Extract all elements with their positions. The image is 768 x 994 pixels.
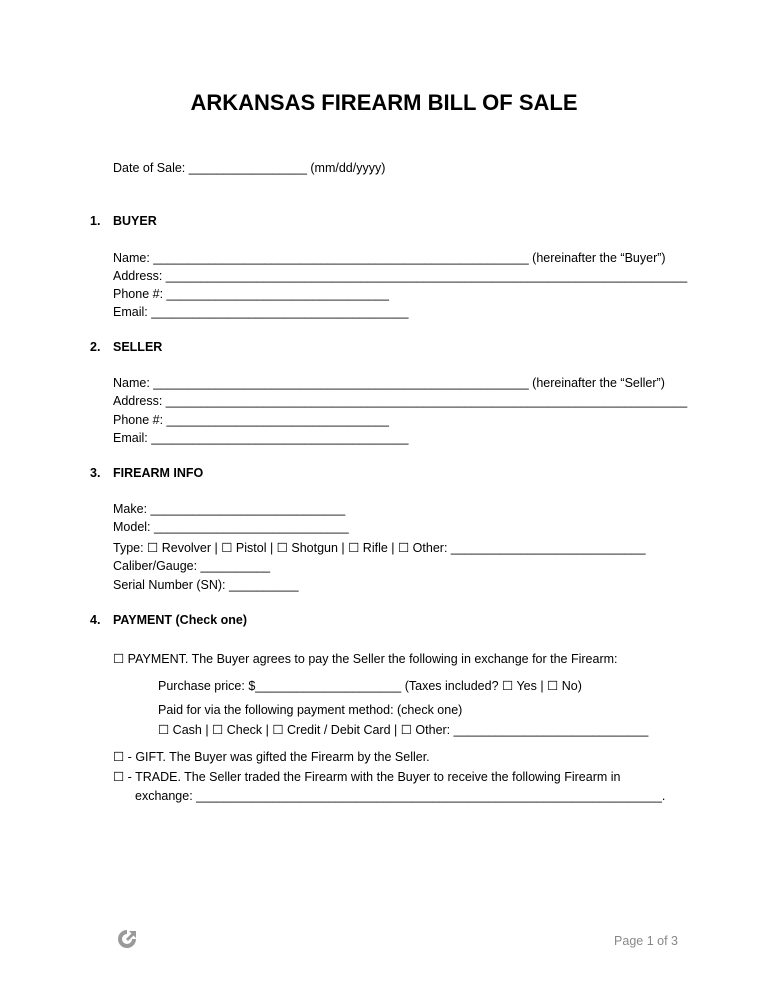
trade-exchange-line: exchange: ___________________________________________________________________.	[135, 789, 666, 803]
section-number: 2.	[90, 340, 101, 354]
section-title: FIREARM INFO	[113, 466, 204, 480]
buyer-section-heading	[90, 214, 157, 228]
purchase-price-line: Purchase price: $_____________________ (Taxes included? ☐ Yes | ☐ No)	[158, 679, 582, 693]
payment-option-line: ☐ PAYMENT. The Buyer agrees to pay the Seller the following in exchange for the Firearm:	[113, 652, 618, 666]
date-of-sale-line: Date of Sale: _________________ (mm/dd/yyyy)	[113, 161, 386, 175]
gift-option-line: ☐ - GIFT. The Buyer was gifted the Firearm by the Seller.	[113, 750, 430, 764]
seller-address-line: Address: ___________________________________________________________________________	[113, 394, 688, 408]
document-title: ARKANSAS FIREARM BILL OF SALE	[190, 90, 578, 115]
section-number: 4.	[90, 613, 101, 627]
section-title: SELLER	[113, 340, 163, 354]
seller-section-heading	[90, 340, 162, 354]
buyer-email-line: Email: _____________________________________	[113, 305, 409, 319]
firearm-model-line: Model: ____________________________	[113, 520, 349, 534]
buyer-address-line: Address: ___________________________________________________________________________	[113, 269, 688, 283]
trade-option-line: ☐ - TRADE. The Seller traded the Firearm with the Buyer to receive the following Firearm in	[113, 770, 621, 784]
firearm-type-line: Type: ☐ Revolver | ☐ Pistol | ☐ Shotgun | ☐ Rifle | ☐ Other: ____________________________	[113, 541, 646, 555]
seller-name-line: Name: ______________________________________________________ (hereinafter the “Seller”)	[113, 376, 665, 390]
payment-section-heading	[90, 613, 247, 627]
firearm-caliber-line: Caliber/Gauge: __________	[113, 559, 271, 573]
page-number: Page 1 of 3	[614, 934, 678, 948]
section-number: 1.	[90, 214, 101, 228]
buyer-name-line: Name: ______________________________________________________ (hereinafter the “Buyer”)	[113, 251, 666, 265]
brand-logo-icon	[116, 928, 138, 950]
section-title: BUYER	[113, 214, 157, 228]
seller-phone-line: Phone #: ________________________________	[113, 413, 389, 427]
buyer-phone-line: Phone #: ________________________________	[113, 287, 389, 301]
seller-email-line: Email: _____________________________________	[113, 431, 409, 445]
firearm-make-line: Make: ____________________________	[113, 502, 346, 516]
payment-methods-line: ☐ Cash | ☐ Check | ☐ Credit / Debit Card | ☐ Other: ____________________________	[158, 723, 649, 737]
section-title: PAYMENT (Check one)	[113, 613, 248, 627]
section-number: 3.	[90, 466, 101, 480]
paid-via-line: Paid for via the following payment method: (check one)	[158, 703, 463, 717]
firearm-section-heading	[90, 466, 203, 480]
firearm-serial-line: Serial Number (SN): __________	[113, 578, 299, 592]
